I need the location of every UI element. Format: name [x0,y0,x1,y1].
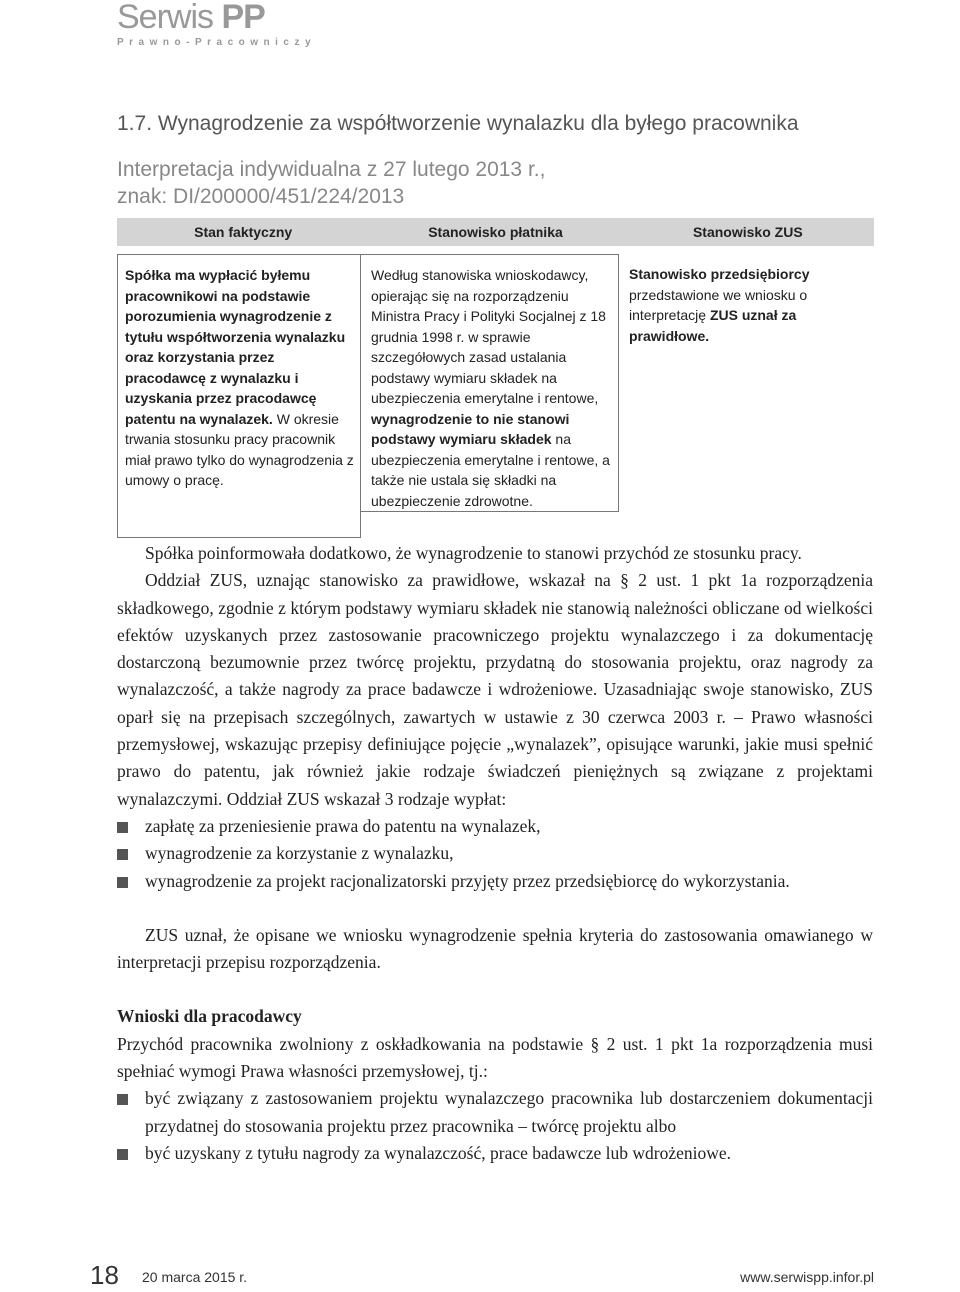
section-title: 1.7. Wynagrodzenie za współtworzenie wynalazku dla byłego pracownika [117,112,799,135]
logo-title [117,0,316,34]
website-link[interactable]: www.serwispp.infor.pl [740,1269,874,1285]
list-item [117,868,873,895]
cell2-bold-text: wynagrodzenie to nie stanowi podstawy wymiaru składek [371,410,570,447]
square-bullet-icon [117,1149,128,1160]
logo-title-pp: PP [221,0,265,36]
logo-subtitle: Prawno-Pracowniczy [117,37,317,48]
page-footer [90,1260,880,1290]
square-bullet-icon [117,822,128,833]
header-stan-faktyczny: Stan faktyczny [194,224,293,240]
list-item [117,1085,873,1140]
cell1-text: W okresie trwania stosunku pracy pracownik miał prawo tylko do wynagrodzenia z umowy o pracę. [125,410,354,488]
paragraph-1: Spółka poinformowała dodatkowo, że wynagrodzenie to stanowi przychód ze stosunku pracy. [145,543,802,563]
paragraph-3: ZUS uznał, że opisane we wniosku wynagrodzenie spełnia kryteria do zastosowania omawianego w interpretacji przepisu rozporządzenia. [117,924,873,973]
conclusions-heading: Wnioski dla pracodawcy [117,1006,302,1027]
list-item-text: być związany z zastosowaniem projektu wynalazczego pracownika lub dostarczeniem dokumentacji przydatnej do stosowania projektu przez pracownika – twórcę projektu albo [145,1088,873,1136]
article-body [117,540,873,1167]
issue-date: 20 marca 2015 r. [142,1269,248,1285]
spacer [117,976,873,1003]
cell3-bold-1: Stanowisko przedsiębiorcy [629,266,810,282]
payment-types-list [117,813,873,895]
interpretation-reference [117,156,877,210]
list-item [117,813,873,840]
list-item [117,840,873,867]
page-number: 18 [90,1260,119,1290]
cell1-bold-text: Spółka ma wypłacić byłemu pracownikowi na podstawie porozumienia wynagrodzenie z tytułu współtworzenia wynalazku oraz korzystania przez pracodawcę z wynalazku i uzyskania przez pracodawcę patentu na wynalazek. [125,267,346,427]
list-item-text: zapłatę za przeniesienie prawa do patentu na wynalazek, [145,815,541,836]
interpretation-line-1: Interpretacja indywidualna z 27 lutego 2013 r., [117,158,546,181]
paragraph-2: Oddział ZUS, uznając stanowisko za prawidłowe, wskazał na § 2 ust. 1 pkt 1a rozporządzenia składkowego, zgodnie z którym podstawy wymiaru składek nie stanowią należności obliczane od wielkości efektów uzyskanych przez zastosowanie pracowniczego projektu wynalazczego i za dokumentację dostarczoną bezumownie przez twórcę projektu, przydatną do stosowania projektu, oraz nagrody za wynalazczość, a także nagrody za prace badawcze i wdrożeniowe. Uzasadniając swoje stanowisko, ZUS oparł się na przepisach szczególnych, zawartych w ustawie z 30 czerwca 2003 r. – Prawo własności przemysłowej, wskazując przepisy definiujące pojęcie „wynalazek”, opisujące warunki, jakie musi spełnić prawo do patentu, jak również jakie rodzaje świadczeń pieniężnych są związane z projektami wynalazczymi. Oddział ZUS wskazał 3 rodzaje wypłat: [117,570,873,809]
square-bullet-icon [117,849,128,860]
requirements-list [117,1085,873,1167]
cell-stanowisko-platnika [361,254,619,512]
paragraph-4: Przychód pracownika zwolniony z oskładkowania na podstawie § 2 ust. 1 pkt 1a rozporządzenia musi spełniać wymogi Prawa własności przemysłowej, tj.: [117,1033,873,1082]
list-item-text: wynagrodzenie za projekt racjonalizatorski przyjęty przez przedsiębiorcę do wykorzystania. [145,870,790,891]
square-bullet-icon [117,877,128,888]
logo-title-text: Serwis [117,0,222,36]
comparison-table [117,218,874,538]
cell2-text-2: na ubezpieczenia emerytalne i rentowe, a także nie ustala się składki na ubezpieczenie zdrowotne. [371,431,610,509]
cell2-text-1: Według stanowiska wnioskodawcy, opierając się na rozporządzeniu Ministra Pracy i Polityki Socjalnej z 18 grudnia 1998 r. w sprawie szczegółowych zasad ustalania podstawy wymiaru składek na ubezpieczenia emerytalne i rentowe, [371,267,606,406]
header-stanowisko-zus: Stanowisko ZUS [692,224,803,240]
list-item-text: być uzyskany z tytułu nagrody za wynalazczość, prace badawcze lub wdrożeniowe. [145,1142,731,1163]
list-item-text: wynagrodzenie za korzystanie z wynalazku, [145,843,454,864]
table-body [117,254,874,538]
cell3-bold-2: ZUS uznał za prawidłowe. [629,307,797,344]
cell-stan-faktyczny [117,254,361,538]
cell3-text: przedstawione we wniosku o interpretację [629,286,808,323]
header-stanowisko-platnika: Stanowisko płatnika [428,224,563,240]
interpretation-line-2: znak: DI/200000/451/224/2013 [117,185,405,208]
publication-logo [117,0,316,50]
list-item [117,1140,873,1167]
square-bullet-icon [117,1094,128,1105]
spacer [117,895,873,922]
cell-stanowisko-zus [619,254,874,538]
table-header [117,218,874,246]
